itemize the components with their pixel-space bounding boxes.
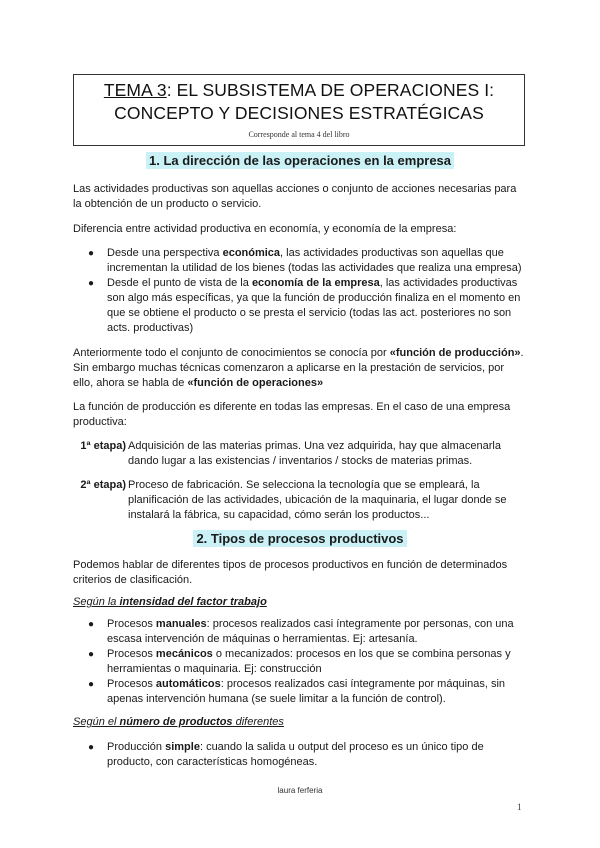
- bold-term: simple: [165, 741, 200, 753]
- s2-b1-line2: escasa intervención de máquinas o herramientas. Ej: artesanía.: [107, 633, 418, 645]
- text: , las actividades productivas: [379, 277, 518, 289]
- bold-term: número de productos: [119, 716, 233, 728]
- bullet-icon: ●: [88, 278, 95, 289]
- s1-p1-line1: Las actividades productivas son aquellas acciones o conjunto de acciones necesarias para: [73, 183, 517, 195]
- bold-term: manuales: [155, 618, 207, 630]
- etapa-2-line3: instalará la fábrica, su capacidad, cómo serán los productos...: [128, 509, 430, 521]
- section-2-heading-wrap: [0, 530, 600, 548]
- bold-term: mecánicos: [155, 648, 213, 660]
- section-1-heading: 1. La dirección de las operaciones en la empresa: [146, 152, 454, 169]
- bold-term: intensidad del factor trabajo: [119, 596, 267, 608]
- title-subtitle: Corresponde al tema 4 del libro: [248, 130, 350, 139]
- text: .: [520, 347, 524, 359]
- s1-p1-line2: la obtención de un producto o servicio.: [73, 198, 262, 210]
- section-1-heading-wrap: [0, 152, 600, 170]
- s1-p4-line2: productiva:: [73, 416, 127, 428]
- text: Según el: [73, 716, 120, 728]
- text: Anteriormente todo el conjunto de conocimientos se conocía por: [73, 347, 390, 359]
- s1-p3-line2: Sin embargo muchas técnicas comenzaron a aplicarse en la prestación de servicios, por: [73, 362, 505, 374]
- footer-author: laura ferferia: [277, 786, 323, 795]
- s1-bullet2-line4: acts. productivas): [107, 322, 194, 334]
- s2-p1-line2: criterios de clasificación.: [73, 574, 193, 586]
- bullet-icon: ●: [88, 742, 95, 753]
- text: Desde una perspectiva: [107, 247, 223, 259]
- text: Desde el punto de vista de la: [107, 277, 252, 289]
- text: : procesos realizados casi íntegramente por personas, con una: [206, 618, 514, 630]
- bullet-icon: ●: [88, 619, 95, 630]
- etapa-2-line2: planificación de las actividades, ubicación de la maquinaria, el lugar donde se: [128, 494, 507, 506]
- text: : cuando la salida u output del proceso es un único tipo de: [199, 741, 484, 753]
- text: Según la: [73, 596, 120, 608]
- bullet-icon: ●: [88, 248, 95, 259]
- etapa-2-line1: Proceso de fabricación. Se selecciona la tecnología que se empleará, la: [128, 479, 480, 491]
- etapa-2-label: 2ª etapa): [80, 479, 126, 491]
- bold-term: económica: [222, 247, 281, 259]
- bullet-icon: ●: [88, 679, 95, 690]
- etapa-1-line1: Adquisición de las materias primas. Una vez adquirida, hay que almacenarla: [128, 440, 501, 452]
- bold-term: economía de la empresa: [251, 277, 380, 289]
- title-line-2: CONCEPTO Y DECISIONES ESTRATÉGICAS: [114, 103, 484, 123]
- s2-p1-line1: Podemos hablar de diferentes tipos de procesos productivos en función de determinados: [73, 559, 508, 571]
- s1-bullet2-line1: [107, 276, 527, 291]
- title-line-1: [74, 80, 524, 101]
- page-number: 1: [517, 802, 522, 812]
- title-line-1-rest: : EL SUBSISTEMA DE OPERACIONES I:: [166, 80, 495, 100]
- s2-b2-line2: herramientas o maquinaria. Ej: construcción: [107, 663, 322, 675]
- etapa-1-line2: dando lugar a las existencias / inventarios / stocks de materias primas.: [128, 455, 473, 467]
- text: ello, ahora se habla de: [73, 377, 188, 389]
- bold-term: automáticos: [155, 678, 221, 690]
- text: , las actividades productivas son aquellas que: [280, 247, 504, 259]
- bullet-icon: ●: [88, 649, 95, 660]
- s1-p4-line1: La función de producción es diferente en todas las empresas. En el caso de una empresa: [73, 401, 511, 413]
- text: diferentes: [232, 716, 284, 728]
- s1-bullet1-line1: [107, 246, 527, 261]
- s2-b3-line1: [107, 677, 527, 692]
- text: Procesos: [107, 618, 156, 630]
- s1-p3-line1: [73, 346, 533, 361]
- s1-p3-line3: [73, 376, 533, 391]
- criterion-1: [73, 595, 267, 610]
- text: : procesos realizados casi íntegramente por máquinas, sin: [220, 678, 506, 690]
- s1-bullet1-line2: incrementan la utilidad de los bienes (todas las actividades que realiza una empresa): [107, 262, 522, 274]
- etapa-1-label: 1ª etapa): [80, 440, 126, 452]
- s2-b4-line1: [107, 740, 527, 755]
- criterion-2: [73, 715, 284, 730]
- section-2-heading: 2. Tipos de procesos productivos: [193, 530, 406, 547]
- s2-b4-line2: producto, con características homogéneas.: [107, 756, 318, 768]
- title-prefix: TEMA 3: [103, 80, 167, 100]
- s2-b1-line1: [107, 617, 527, 632]
- bold-term: «función de operaciones»: [187, 377, 324, 389]
- bold-term: «función de producción»: [389, 347, 521, 359]
- text: Procesos: [107, 678, 156, 690]
- text: o mecanizados: procesos en los que se combina personas y: [212, 648, 511, 660]
- s2-b2-line1: [107, 647, 527, 662]
- s2-b3-line2: apenas intervención humana (se suele limitar a la función de control).: [107, 693, 446, 705]
- s1-bullet2-line3: que se obtiene el producto o se presta el servicio (todas las act. posteriores no son: [107, 307, 512, 319]
- s1-bullet2-line2: son algo más específicas, ya que la función de producción finaliza en el momento en: [107, 292, 521, 304]
- text: Producción: [107, 741, 166, 753]
- text: Procesos: [107, 648, 156, 660]
- s1-p2: Diferencia entre actividad productiva en economía, y economía de la empresa:: [73, 223, 457, 235]
